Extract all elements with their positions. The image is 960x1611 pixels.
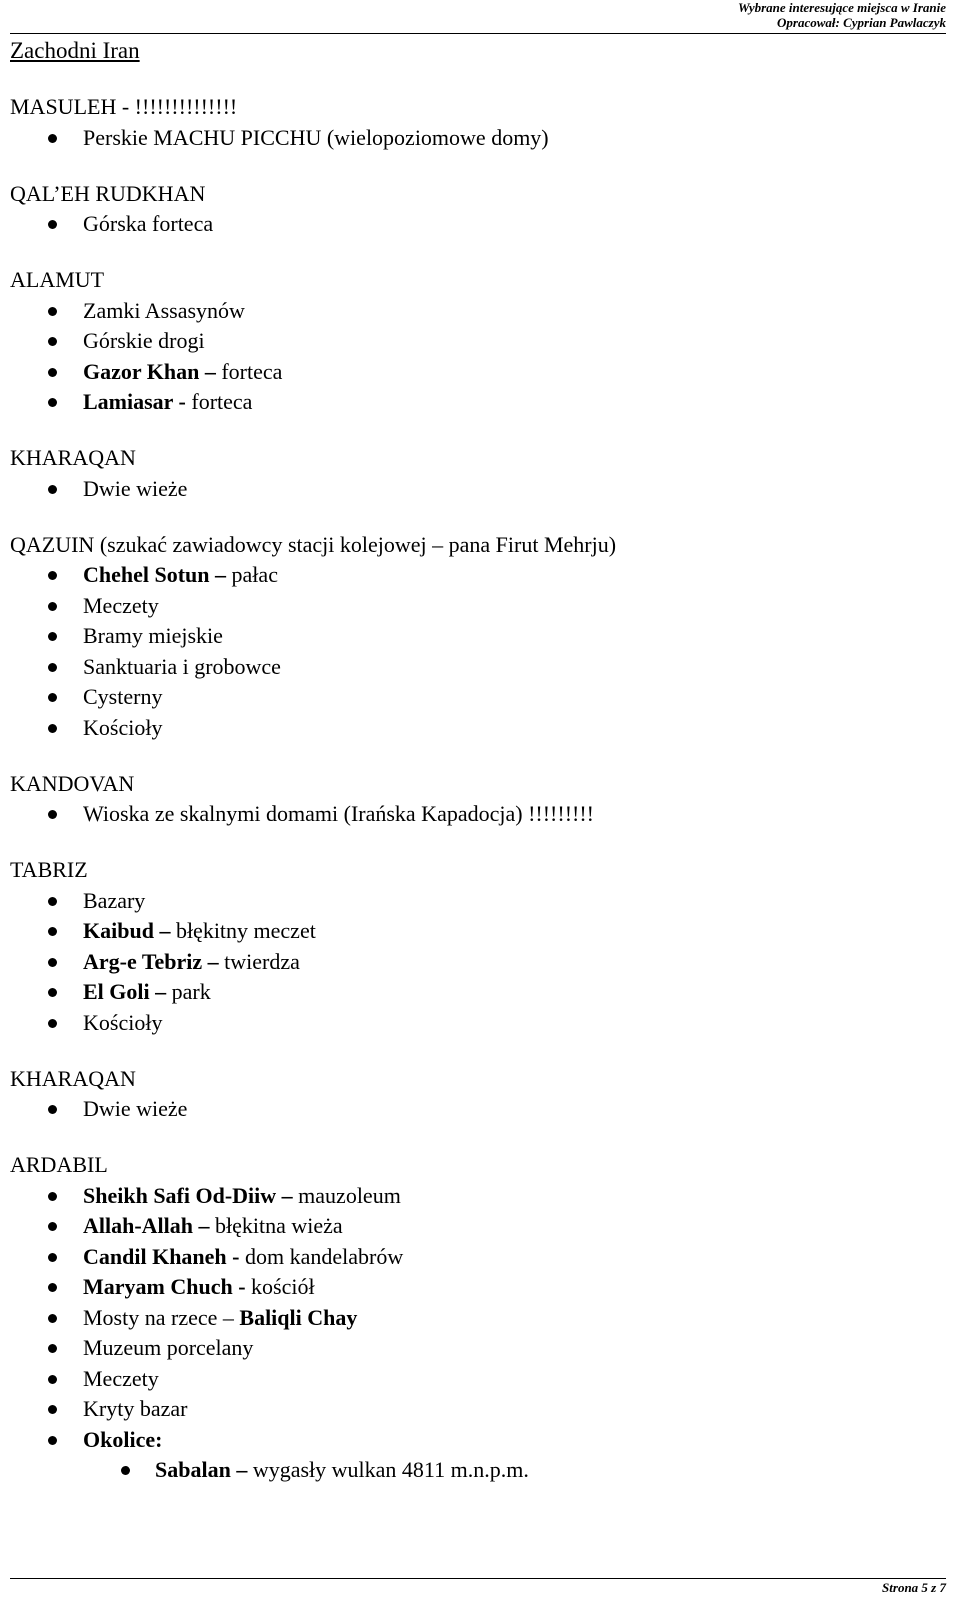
item-name: Baliqli Chay xyxy=(239,1304,358,1330)
list-item xyxy=(10,326,946,357)
item-name: Kaibud xyxy=(83,918,154,943)
item-name: – xyxy=(209,562,232,587)
section-kandovan xyxy=(10,769,946,830)
bullet-list xyxy=(10,209,946,240)
list-item xyxy=(10,1181,946,1212)
section-heading: QAL’EH RUDKHAN xyxy=(10,180,206,206)
section-kharaqan xyxy=(10,443,946,504)
sub-bullet-list xyxy=(10,1455,946,1486)
item-text: Perskie MACHU PICCHU (wielopoziomowe domy) xyxy=(83,124,549,150)
list-item xyxy=(10,1394,946,1425)
item-text: dom kandelabrów xyxy=(245,1243,404,1269)
list-item xyxy=(10,296,946,327)
item-name: – xyxy=(230,1457,253,1482)
item-text: błękitny meczet xyxy=(175,918,316,943)
list-item xyxy=(10,1425,946,1456)
list-item xyxy=(10,387,946,418)
item-text: Meczety xyxy=(83,1365,159,1391)
header-author: Opracował: Cyprian Pawlaczyk xyxy=(777,15,946,30)
region-title: Zachodni Iran xyxy=(10,38,140,63)
item-text: Meczety xyxy=(83,592,159,618)
item-text: błękitna wieża xyxy=(215,1213,343,1238)
item-text: pałac xyxy=(231,562,278,587)
item-text: Muzeum porcelany xyxy=(83,1335,254,1360)
item-name: – xyxy=(149,979,172,1004)
item-name: El Goli xyxy=(83,979,150,1004)
item-name: Lamiasar - xyxy=(83,389,192,414)
section-heading: KHARAQAN xyxy=(10,445,136,470)
bullet-list xyxy=(10,296,946,418)
item-name: Candil Khaneh - xyxy=(83,1243,245,1269)
item-text: Wioska ze skalnymi domami (Irańska Kapadocja) !!!!!!!!! xyxy=(83,801,595,826)
section-qazuin xyxy=(10,530,946,744)
section-heading: ALAMUT xyxy=(10,267,105,292)
item-text: kościół xyxy=(251,1274,315,1299)
header-document-title: Wybrane interesujące miejsca w Iranie xyxy=(738,0,946,15)
list-item xyxy=(10,621,946,652)
list-item xyxy=(10,947,946,978)
list-item xyxy=(10,1272,946,1303)
item-text: Kościoły xyxy=(83,714,163,740)
section-heading: KANDOVAN xyxy=(10,770,135,796)
section-heading: ARDABIL xyxy=(10,1152,108,1177)
item-name: Gazor Khan xyxy=(83,358,200,384)
bullet-list xyxy=(10,799,946,830)
item-text: Bramy miejskie xyxy=(83,623,223,648)
list-item xyxy=(10,713,946,744)
bullet-list xyxy=(10,1181,946,1456)
list-item xyxy=(10,977,946,1008)
item-name: Maryam Chuch - xyxy=(83,1274,252,1299)
list-item xyxy=(10,209,946,240)
section-masuleh xyxy=(10,92,946,153)
list-item xyxy=(10,1303,946,1334)
item-text: wygasły wulkan 4811 m.n.p.m. xyxy=(252,1457,529,1482)
list-item xyxy=(10,1455,946,1486)
item-text: Bazary xyxy=(83,887,146,913)
places-list xyxy=(10,92,946,1511)
section-heading: QAZUIN (szukać zawiadowcy stacji kolejowej – pana Firut Mehrju) xyxy=(10,531,617,557)
item-text: forteca xyxy=(221,358,283,384)
bullet-list xyxy=(10,886,946,1039)
section-heading: MASULEH - !!!!!!!!!!!!!! xyxy=(10,94,238,119)
bullet-list xyxy=(10,1094,946,1125)
section-ardabil xyxy=(10,1150,946,1486)
item-text: Zamki Assasynów xyxy=(83,297,245,323)
item-text: Kościoły xyxy=(83,1009,163,1035)
list-item xyxy=(10,916,946,947)
item-text: Górskie drogi xyxy=(83,328,205,353)
list-item xyxy=(10,1211,946,1242)
item-text: Górska forteca xyxy=(83,211,214,236)
section-tabriz xyxy=(10,855,946,1038)
item-text: Kryty bazar xyxy=(83,1396,188,1421)
list-item xyxy=(10,1094,946,1125)
item-name: Arg-e Tebriz xyxy=(83,948,203,974)
header-divider xyxy=(10,33,946,34)
item-text: Sanktuaria i grobowce xyxy=(83,653,281,679)
list-item xyxy=(10,123,946,154)
item-name: Chehel Sotun xyxy=(83,562,210,587)
item-name: – xyxy=(153,918,176,943)
section-qal-eh xyxy=(10,179,946,240)
item-text: Mosty na rzece – xyxy=(83,1304,240,1330)
item-name: Sheikh Safi Od-Diiw xyxy=(83,1182,277,1208)
item-name: – xyxy=(202,948,225,974)
item-text: Cysterny xyxy=(83,684,163,709)
item-name: – xyxy=(276,1182,299,1208)
list-item xyxy=(10,1008,946,1039)
bullet-list xyxy=(10,474,946,505)
list-item xyxy=(10,682,946,713)
item-name: Sabalan xyxy=(155,1457,231,1482)
bullet-list xyxy=(10,560,946,743)
list-item xyxy=(10,1364,946,1395)
section-heading: TABRIZ xyxy=(10,857,88,882)
list-item xyxy=(10,474,946,505)
section-heading: KHARAQAN xyxy=(10,1065,136,1091)
section-alamut xyxy=(10,265,946,418)
list-item xyxy=(10,799,946,830)
list-item xyxy=(10,357,946,388)
list-item xyxy=(10,652,946,683)
item-name: – xyxy=(193,1213,216,1238)
footer-divider xyxy=(10,1578,946,1579)
page-header xyxy=(738,0,946,30)
list-item xyxy=(10,886,946,917)
list-item xyxy=(10,591,946,622)
list-item xyxy=(10,560,946,591)
item-text: park xyxy=(171,979,211,1004)
item-name: Allah-Allah xyxy=(83,1213,194,1238)
bullet-list xyxy=(10,123,946,154)
section-kharaqan xyxy=(10,1064,946,1125)
list-item xyxy=(10,1242,946,1273)
item-name: – xyxy=(199,358,222,384)
item-text: Dwie wieże xyxy=(83,475,188,501)
list-item xyxy=(10,1333,946,1364)
page-number: Strona 5 z 7 xyxy=(882,1580,946,1595)
item-text: forteca xyxy=(191,389,253,414)
item-name: Okolice: xyxy=(83,1426,163,1452)
item-text: twierdza xyxy=(224,948,300,974)
item-text: Dwie wieże xyxy=(83,1096,188,1121)
item-text: mauzoleum xyxy=(298,1182,401,1208)
